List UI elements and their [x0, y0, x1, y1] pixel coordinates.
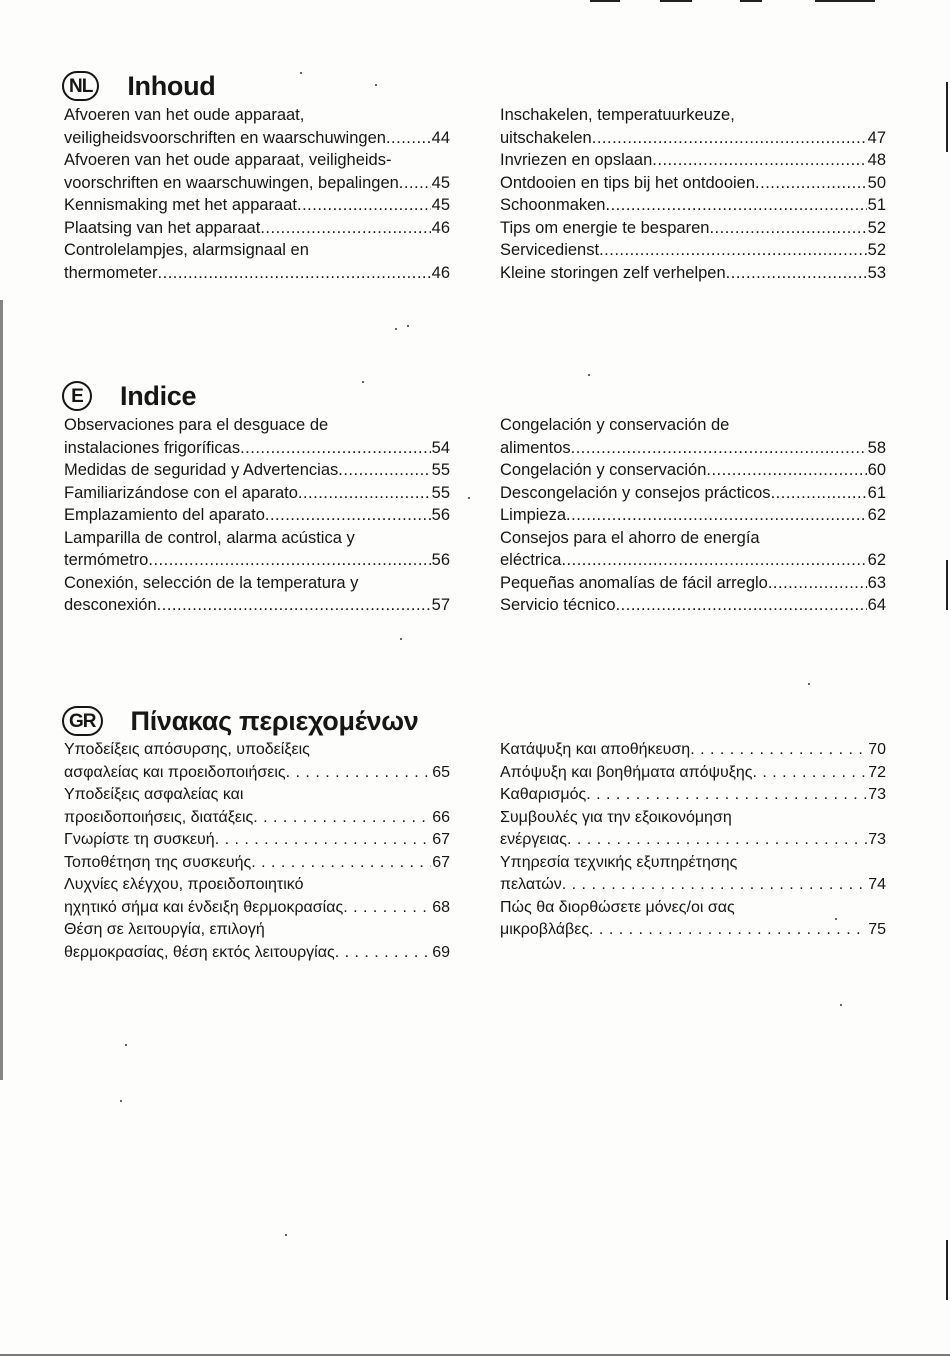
toc-page-number: 48	[867, 151, 886, 169]
toc-column-right	[500, 739, 886, 942]
toc-entry-line	[64, 919, 450, 942]
toc-entry-text: Plaatsing van het apparaat	[64, 218, 261, 237]
toc-entry	[500, 594, 886, 617]
toc-entry-text: Καθαρισμός	[500, 786, 587, 803]
toc-entry-text: Medidas de seguridad y Advertencias	[64, 461, 339, 479]
toc-entry-final-line	[500, 919, 886, 942]
dot-leader	[215, 829, 432, 852]
section-heading	[62, 376, 196, 416]
toc-entry-final-line	[500, 482, 886, 505]
toc-entry-text: μικροβλάβες	[500, 921, 590, 938]
section-heading	[62, 701, 419, 741]
toc-entry	[64, 149, 450, 194]
toc-entry	[64, 919, 450, 964]
toc-entry-text: Controlelampjes, alarmsignaal en	[64, 241, 309, 259]
scan-edge-mark	[740, 0, 762, 2]
toc-page-number: 47	[867, 128, 886, 147]
toc-page-number: 57	[431, 596, 450, 614]
toc-entry-line	[64, 784, 450, 807]
toc-entry-line	[500, 104, 886, 127]
toc-entry	[64, 504, 450, 527]
toc-entry-final-line	[500, 262, 886, 285]
dot-leader	[709, 217, 866, 240]
toc-entry-text: uitschakelen	[500, 128, 592, 147]
scan-speck	[395, 328, 397, 330]
toc-page-number: 62	[867, 506, 886, 524]
toc-column-left	[64, 739, 450, 964]
scan-speck	[300, 72, 302, 74]
toc-entry	[64, 239, 450, 284]
dot-leader	[589, 919, 867, 942]
dot-leader	[253, 807, 431, 830]
toc-page-number: 52	[867, 218, 886, 237]
scan-speck	[468, 497, 470, 499]
scan-edge-mark	[946, 82, 948, 152]
toc-entry	[64, 852, 450, 875]
toc-page-number: 66	[432, 808, 450, 826]
toc-entry-final-line	[500, 594, 886, 617]
toc-entry-final-line	[64, 504, 450, 527]
dot-leader	[298, 482, 431, 505]
toc-entry-text: Tips om energie te besparen	[500, 218, 710, 237]
toc-entry	[64, 829, 450, 852]
toc-entry-text: termómetro	[64, 551, 149, 569]
scan-edge-mark	[946, 560, 948, 610]
toc-entry	[500, 262, 886, 285]
toc-entry-text: thermometer	[64, 263, 158, 282]
toc-entry	[500, 852, 886, 897]
dot-leader	[726, 262, 867, 285]
language-badge-e: E	[62, 381, 92, 411]
dot-leader	[566, 504, 867, 527]
toc-entry-text: Lamparilla de control, alarma acústica y	[64, 528, 355, 547]
dot-leader	[567, 829, 867, 852]
toc-page-number: 70	[868, 741, 886, 758]
toc-entry-final-line	[64, 549, 450, 572]
toc-page-number: 60	[867, 461, 886, 479]
scan-edge-mark	[0, 300, 3, 1080]
toc-entry-text: Afvoeren van het oude apparaat,	[64, 106, 305, 124]
toc-entry-text: Υποδείξεις απόσυρσης, υποδείξεις	[64, 741, 310, 758]
toc-entry-final-line	[500, 217, 886, 240]
toc-entry-final-line	[500, 239, 886, 262]
toc-page-number: 67	[432, 853, 450, 871]
section-title: Inhoud	[127, 70, 216, 101]
dot-leader	[265, 504, 431, 527]
toc-entry-final-line	[64, 459, 450, 482]
dot-leader	[343, 897, 431, 920]
toc-entry-line	[64, 572, 450, 595]
toc-entry-final-line	[64, 217, 450, 240]
toc-entry	[64, 874, 450, 919]
toc-entry-final-line	[64, 437, 450, 460]
scan-speck	[835, 918, 837, 920]
toc-entry-final-line	[64, 194, 450, 217]
toc-page-number: 67	[432, 831, 450, 848]
toc-entry	[500, 149, 886, 172]
toc-section-es	[62, 376, 892, 626]
toc-entry-text: Observaciones para el desguace de	[64, 416, 329, 434]
toc-page-number: 46	[431, 263, 450, 282]
toc-entry-text: Familiarizándose con el aparato	[64, 483, 298, 502]
toc-entry-text: Συμβουλές για την εξοικονόμηση	[500, 808, 732, 826]
toc-entry-final-line	[500, 127, 886, 150]
toc-entry-line	[500, 414, 886, 437]
toc-entry-text: eléctrica	[500, 551, 562, 569]
toc-entry-text: πελατών	[500, 876, 562, 893]
toc-entry-line	[64, 527, 450, 550]
toc-entry-final-line	[500, 149, 886, 172]
toc-entry-text: Descongelación y consejos prácticos	[500, 483, 771, 502]
toc-entry-line	[500, 807, 886, 830]
toc-entry	[500, 482, 886, 505]
toc-entry-text: προειδοποιήσεις, διατάξεις	[64, 808, 254, 826]
toc-entry-text: Υποδείξεις ασφαλείας και	[64, 786, 244, 803]
toc-entry-line	[64, 239, 450, 262]
toc-entry-text: Congelación y conservación de	[500, 416, 730, 434]
toc-page-number: 62	[867, 551, 886, 569]
toc-page-number: 58	[867, 438, 886, 457]
toc-entry-text: Κατάψυξη και αποθήκευση	[500, 741, 691, 758]
language-badge-nl: NL	[62, 71, 99, 101]
toc-entry-text: Θέση σε λειτουργία, επιλογή	[64, 921, 265, 938]
toc-page-number: 54	[431, 438, 450, 457]
toc-entry	[64, 784, 450, 829]
toc-entry-final-line	[500, 572, 886, 595]
toc-entry	[64, 414, 450, 459]
toc-entry	[64, 104, 450, 149]
toc-entry	[500, 459, 886, 482]
toc-entry-line	[64, 874, 450, 897]
toc-entry	[64, 482, 450, 505]
toc-entry-text: Pequeñas anomalías de fácil arreglo	[500, 573, 768, 592]
toc-entry-final-line	[64, 852, 450, 875]
dot-leader	[592, 127, 867, 150]
toc-entry	[500, 194, 886, 217]
toc-column-right	[500, 104, 886, 284]
scan-speck	[125, 1044, 127, 1046]
toc-entry-final-line	[64, 482, 450, 505]
scan-speck	[407, 325, 409, 327]
toc-entry-text: desconexión	[64, 596, 157, 614]
toc-entry-text: Λυχνίες ελέγχου, προειδοποιητικό	[64, 876, 304, 893]
toc-page-number: 64	[867, 596, 886, 614]
toc-page-number: 52	[867, 241, 886, 259]
toc-entry	[64, 459, 450, 482]
toc-entry	[64, 572, 450, 617]
toc-entry	[500, 217, 886, 240]
toc-entry-text: Servicedienst	[500, 241, 600, 259]
toc-entry	[500, 739, 886, 762]
toc-entry-text: Schoonmaken	[500, 196, 606, 214]
toc-page-number: 46	[431, 218, 450, 237]
toc-page-number: 73	[868, 786, 886, 803]
toc-entry	[500, 504, 886, 527]
dot-leader	[562, 874, 867, 897]
dot-leader	[753, 762, 868, 785]
toc-entry-final-line	[64, 942, 450, 965]
toc-entry-text: alimentos	[500, 438, 571, 457]
toc-entry-text: ενέργειας	[500, 831, 568, 848]
toc-entry-text: ηχητικό σήμα και ένδειξη θερμοκρασίας	[64, 898, 344, 916]
toc-entry	[64, 739, 450, 784]
dot-leader	[561, 549, 866, 572]
scan-speck	[840, 1004, 842, 1006]
toc-entry-text: Servicio técnico	[500, 596, 616, 614]
toc-page-number: 65	[432, 763, 450, 781]
toc-entry-final-line	[500, 172, 886, 195]
toc-entry-final-line	[64, 262, 450, 285]
toc-entry	[500, 239, 886, 262]
language-badge-gr: GR	[62, 706, 103, 736]
toc-page-number: 50	[867, 173, 886, 192]
toc-page-number: 69	[432, 943, 450, 961]
toc-entry-final-line	[500, 194, 886, 217]
toc-entry-text: voorschriften en waarschuwingen, bepalingen	[64, 173, 399, 192]
dot-leader	[616, 594, 867, 617]
toc-entry-line	[64, 414, 450, 437]
toc-entry-text: Γνωρίστε τη συσκευή	[64, 831, 215, 848]
toc-entry-final-line	[500, 874, 886, 897]
toc-entry-text: instalaciones frigoríficas	[64, 438, 241, 457]
dot-leader	[240, 437, 431, 460]
scan-speck	[588, 374, 590, 376]
toc-entry-line	[500, 527, 886, 550]
dot-leader	[652, 149, 866, 172]
toc-entry	[500, 784, 886, 807]
scan-edge-mark	[946, 1240, 948, 1300]
toc-page-number: 44	[431, 128, 450, 147]
toc-entry-final-line	[64, 594, 450, 617]
toc-column-right	[500, 414, 886, 617]
toc-page-number: 56	[431, 551, 450, 569]
toc-entry-line	[500, 897, 886, 920]
toc-entry-text: Kleine storingen zelf verhelpen	[500, 263, 726, 282]
dot-leader	[158, 262, 431, 285]
toc-entry-final-line	[500, 504, 886, 527]
dot-leader	[251, 852, 431, 875]
toc-page-number: 45	[431, 173, 450, 192]
toc-entry-final-line	[64, 127, 450, 150]
toc-entry-text: Invriezen en opslaan	[500, 151, 653, 169]
toc-entry	[64, 217, 450, 240]
toc-entry-final-line	[500, 784, 886, 807]
toc-column-left	[64, 414, 450, 617]
scan-edge-mark	[815, 0, 875, 2]
toc-page-number: 53	[867, 263, 886, 282]
section-heading	[62, 66, 216, 106]
dot-leader	[297, 194, 431, 217]
toc-page-number: 73	[868, 831, 886, 848]
toc-page-number: 72	[868, 763, 886, 781]
toc-entry	[64, 194, 450, 217]
toc-page-number: 61	[867, 483, 886, 502]
dot-leader	[386, 127, 431, 150]
toc-entry-text: Τοποθέτηση της συσκευής	[64, 853, 252, 871]
toc-entry-line	[64, 149, 450, 172]
toc-entry	[64, 527, 450, 572]
toc-page-number: 55	[431, 483, 450, 502]
section-title: Indice	[120, 380, 197, 411]
toc-entry	[500, 572, 886, 595]
scan-edge-mark	[660, 0, 692, 2]
toc-entry	[500, 104, 886, 149]
toc-entry-text: Υπηρεσία τεχνικής εξυπηρέτησης	[500, 853, 738, 871]
dot-leader	[690, 739, 867, 762]
dot-leader	[599, 239, 867, 262]
toc-entry-text: Kennismaking met het apparaat	[64, 196, 297, 214]
toc-entry	[500, 172, 886, 195]
toc-page-number: 75	[868, 921, 886, 938]
toc-entry-line	[500, 852, 886, 875]
dot-leader	[286, 762, 432, 785]
dot-leader	[571, 437, 867, 460]
toc-entry-text: θερμοκρασίας, θέση εκτός λειτουργίας	[64, 943, 335, 961]
scan-speck	[375, 84, 377, 86]
dot-leader	[399, 172, 431, 195]
toc-entry	[500, 897, 886, 942]
dot-leader	[706, 459, 866, 482]
toc-page-number: 68	[432, 898, 450, 916]
dot-leader	[586, 784, 867, 807]
toc-entry-final-line	[64, 829, 450, 852]
toc-entry-final-line	[64, 762, 450, 785]
toc-entry-text: Ontdooien en tips bij het ontdooien	[500, 173, 756, 192]
toc-page-number: 56	[431, 506, 450, 524]
toc-entry-final-line	[64, 807, 450, 830]
scan-speck	[808, 683, 810, 685]
dot-leader	[260, 217, 430, 240]
toc-entry-text: Congelación y conservación	[500, 461, 707, 479]
dot-leader	[157, 594, 431, 617]
dot-leader	[771, 482, 867, 505]
dot-leader	[338, 459, 430, 482]
dot-leader	[606, 194, 867, 217]
toc-entry-final-line	[500, 762, 886, 785]
scan-speck	[362, 381, 364, 383]
toc-entry-final-line	[500, 829, 886, 852]
toc-entry-text: Inschakelen, temperatuurkeuze,	[500, 106, 735, 124]
dot-leader	[768, 572, 867, 595]
toc-entry-line	[64, 739, 450, 762]
toc-entry-text: ασφαλείας και προειδοποιήσεις	[64, 763, 286, 781]
toc-entry	[500, 762, 886, 785]
toc-entry-text: Consejos para el ahorro de energía	[500, 528, 760, 547]
toc-entry-text: Limpieza	[500, 506, 567, 524]
toc-entry	[500, 807, 886, 852]
toc-page-number: 51	[867, 196, 886, 214]
toc-entry-text: Conexión, selección de la temperatura y	[64, 573, 359, 592]
scan-edge-mark	[590, 0, 620, 2]
toc-entry-final-line	[64, 172, 450, 195]
toc-entry-line	[64, 104, 450, 127]
toc-section-nl	[62, 66, 892, 296]
toc-page-number: 55	[431, 461, 450, 479]
scan-speck	[400, 638, 402, 640]
toc-entry-text: Emplazamiento del aparato	[64, 506, 265, 524]
toc-page-number: 74	[868, 876, 886, 893]
toc-entry-final-line	[500, 549, 886, 572]
toc-page-number: 63	[867, 573, 886, 592]
toc-entry-final-line	[500, 739, 886, 762]
dot-leader	[335, 942, 432, 965]
toc-entry-final-line	[500, 437, 886, 460]
scan-speck	[285, 1234, 287, 1236]
dot-leader	[148, 549, 430, 572]
toc-page-number: 45	[431, 196, 450, 214]
toc-entry	[500, 414, 886, 459]
toc-entry-text: veiligheidsvoorschriften en waarschuwingen	[64, 128, 386, 147]
section-title: Πίνακας περιεχομένων	[130, 705, 419, 736]
toc-entry-final-line	[500, 459, 886, 482]
toc-entry-final-line	[64, 897, 450, 920]
toc-entry-text: Πώς θα διορθώσετε μόνες/οι σας	[500, 898, 735, 916]
dot-leader	[755, 172, 867, 195]
toc-entry-text: Afvoeren van het oude apparaat, veiligheids-	[64, 151, 392, 169]
toc-column-left	[64, 104, 450, 284]
toc-entry	[500, 527, 886, 572]
toc-entry-text: Απόψυξη και βοηθήματα απόψυξης	[500, 763, 753, 781]
scan-speck	[120, 1100, 122, 1102]
toc-section-gr	[62, 701, 892, 971]
